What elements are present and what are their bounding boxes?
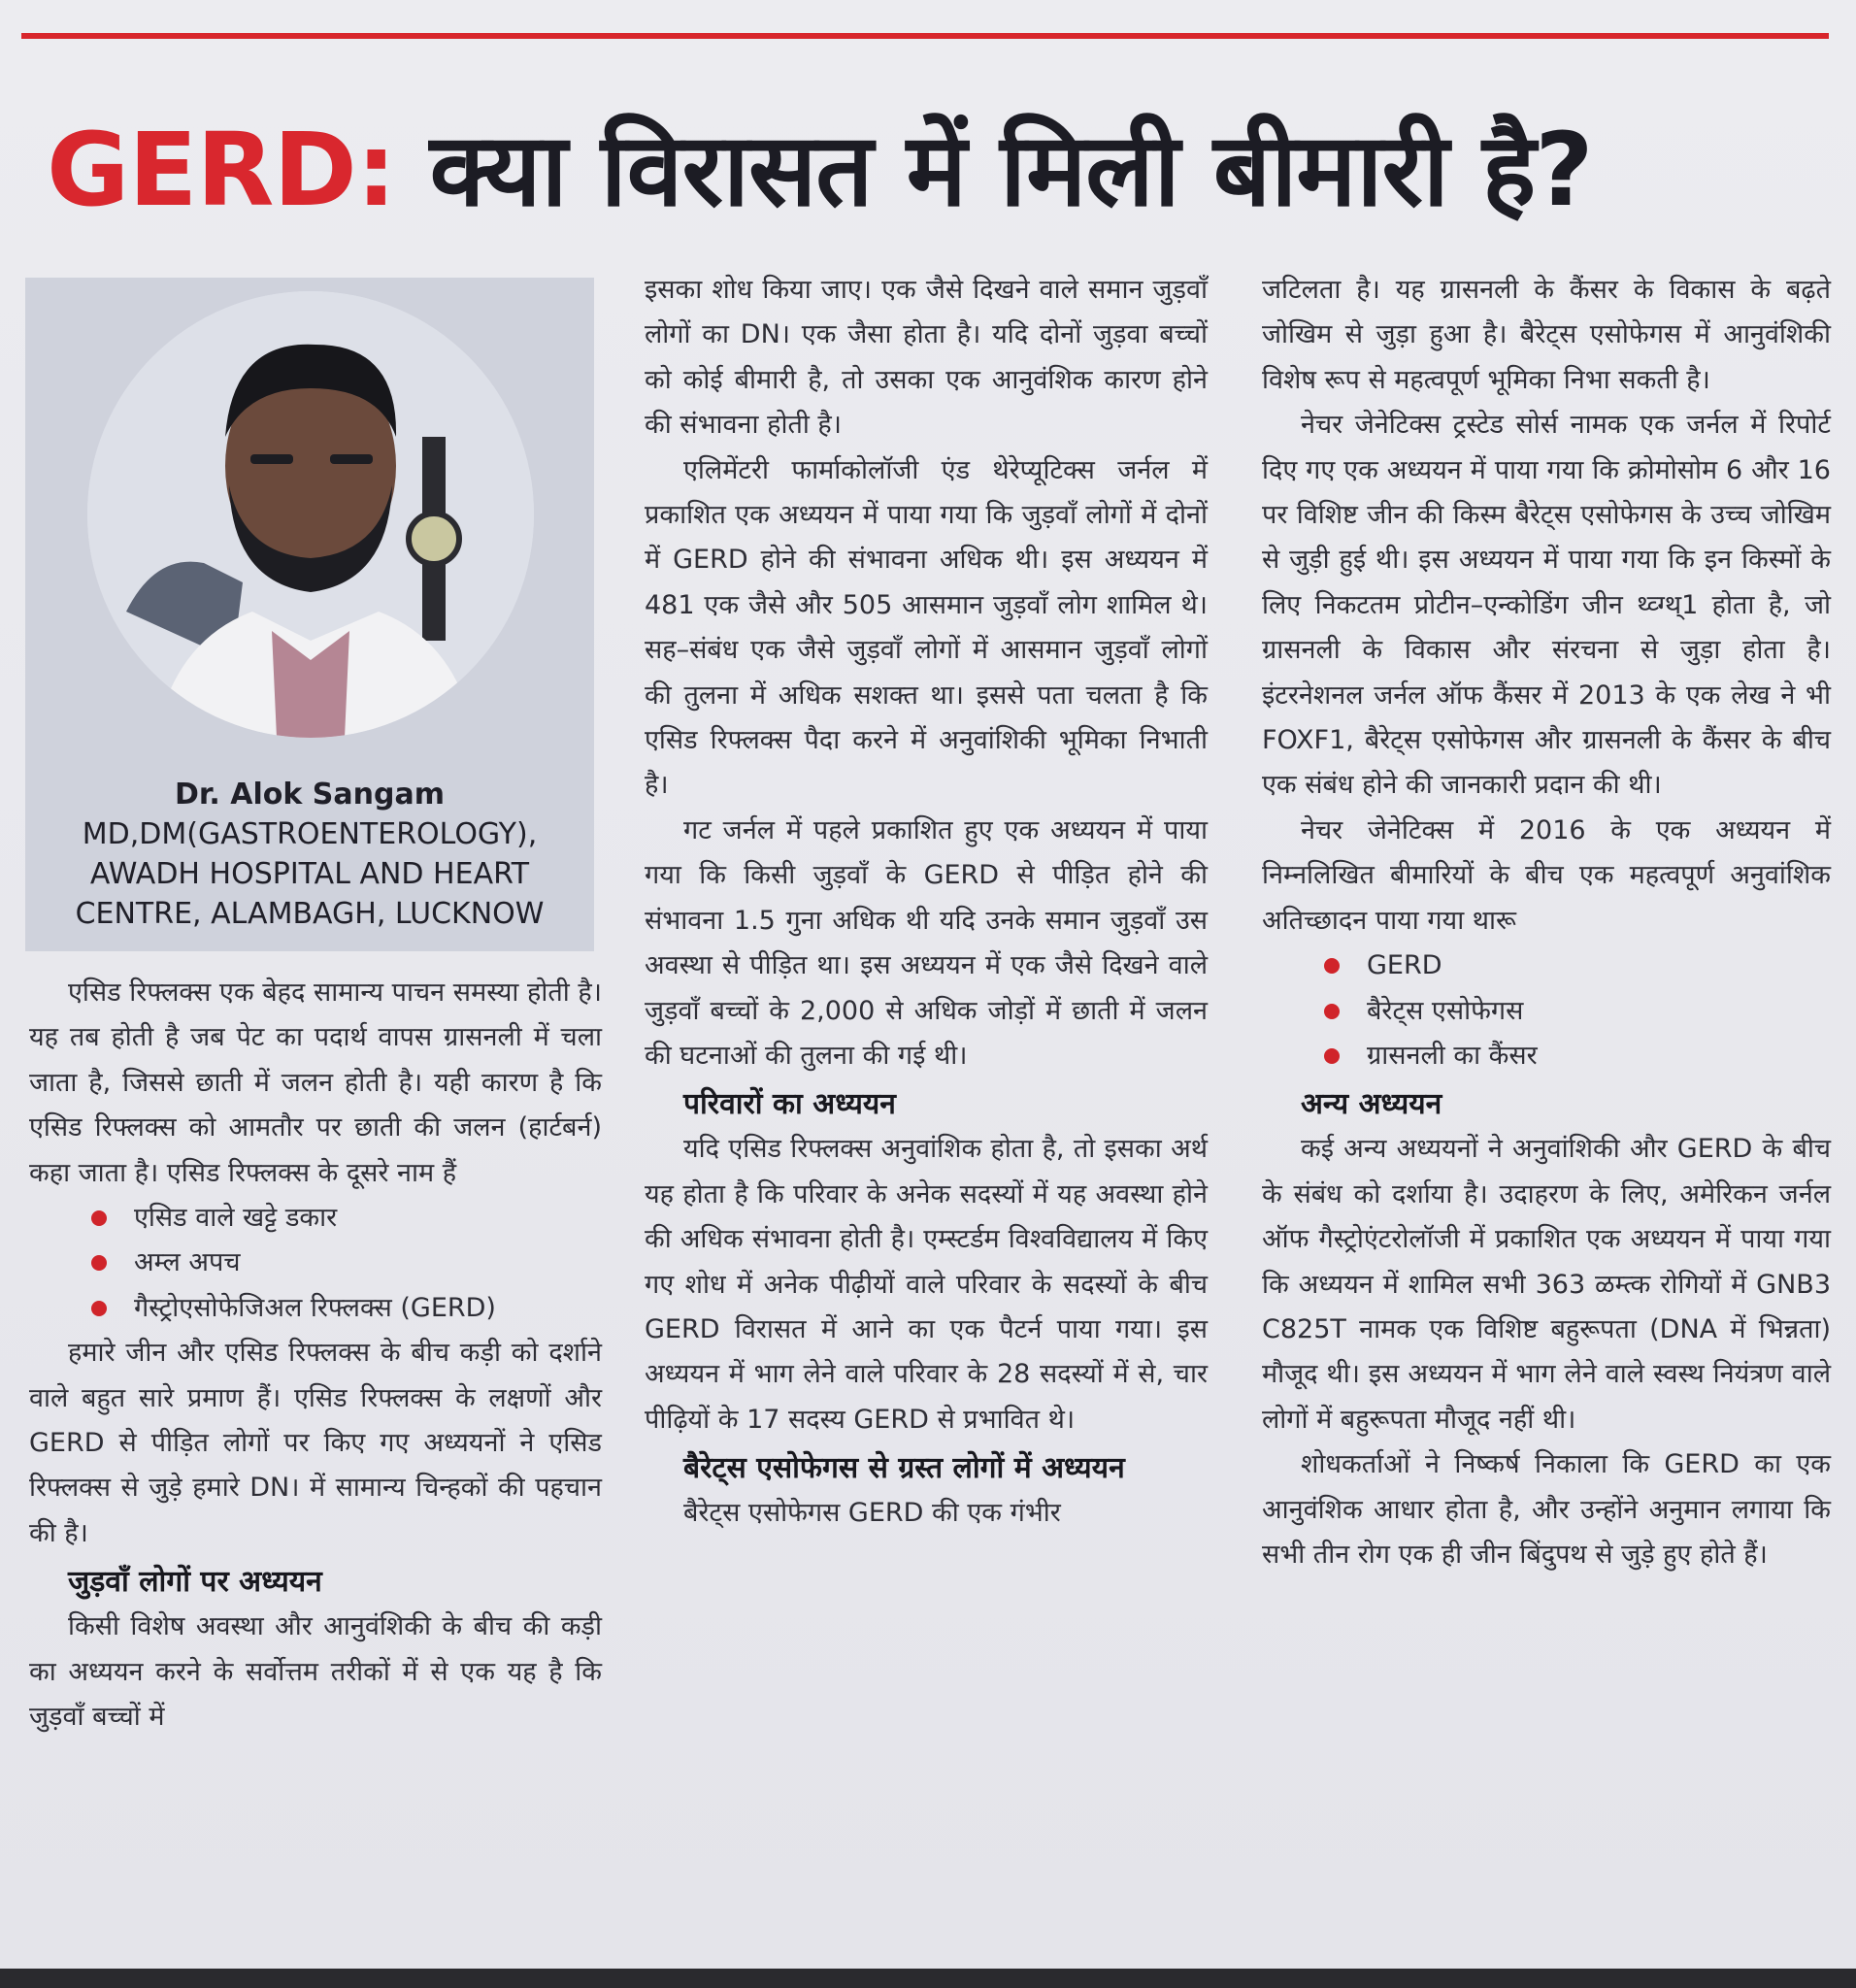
- barretts-intro-paragraph: बैरेट्स एसोफेगस GERD की एक गंभीर: [683, 1498, 1061, 1529]
- pharmacology-study-paragraph: एलिमेंटरी फार्माकोलॉजी एंड थेरेप्यूटिक्स जर्नल में प्रकाशित एक अध्ययन में पाया गया कि जुड़वाँ लोगों में दोनों में GERD होने की संभावना अधिक थी। इस अध्ययन में 481 एक जैसे और 505 आसमान जुड़वाँ लोग शामिल थे। सह–संबंध एक जैसे जुड़वाँ लोगों में आसमान जुड़वाँ लोगों की तुलना में अधिक सशक्त था। इससे पता चलता है कि एसिड रिफ्लक्स पैदा करने में अनुवांशिकी भूमिका निभाती है।: [645, 454, 1208, 801]
- list-item: GERD: [1324, 944, 1831, 988]
- article-column-2: [645, 268, 1208, 1537]
- list-item: ग्रासनली का कैंसर: [1324, 1034, 1831, 1078]
- bullet-icon: [1324, 958, 1340, 974]
- twins-study-heading: जुड़वाँ लोगों पर अध्ययन: [68, 1565, 322, 1600]
- author-hospital: AWADH HOSPITAL AND HEART: [89, 857, 530, 891]
- author-degree: MD,DM(GASTROENTEROLOGY),: [82, 817, 538, 851]
- author-location: CENTRE, ALAMBAGH, LUCKNOW: [75, 897, 545, 931]
- list-item: अम्ल अपच: [91, 1241, 602, 1285]
- article-column-1: [29, 971, 602, 1740]
- nature-genetics-paragraph: नेचर जेनेटिक्स ट्रस्टेड सोर्स नामक एक जर्नल में रिपोर्ट दिए गए एक अध्ययन में पाया गया कि क्रोमोसोम 6 और 16 पर विशिष्ट जीन की किस्म बैरेट्स एसोफेगस के उच्च जोखिम से जुड़ी हुई थी। इस अध्ययन में पाया गया कि इन किस्मों के लिए निकटतम प्रोटीन–एन्कोडिंग जीन थ्व्ग्थ्1 होता है, जो ग्रासनली के विकास और संरचना से जुड़ा होता है। इंटरनेशनल जर्नल ऑफ कैंसर में 2013 के एक लेख ने भी FOXF1, बैरेट्स एसोफेगस और ग्रासनली के कैंसर के बीच एक संबंध होने की जानकारी प्रदान की थी।: [1262, 410, 1831, 801]
- bullet-icon: [1324, 1004, 1340, 1019]
- bottom-edge: [0, 1969, 1856, 1988]
- headline-title: क्या विरासत में मिली बीमारी है?: [429, 111, 1593, 229]
- twins-research-paragraph: इसका शोध किया जाए। एक जैसे दिखने वाले समान जुड़वाँ लोगों का DN। एक जैसा होता है। यदि दोनों जुड़वा बच्चों को कोई बीमारी है, तो उसका एक आनुवंशिक कारण होने की संभावना होती है।: [645, 275, 1208, 441]
- conclusion-paragraph: शोधकर्ताओं ने निष्कर्ष निकाला कि GERD का एक आनुवंशिक आधार होता है, और उन्होंने अनुमान लगाया कि सभी तीन रोग एक ही जीन बिंदुपथ से जुड़े हुए होते हैं।: [1262, 1449, 1831, 1570]
- doctor-portrait-icon: [87, 291, 534, 738]
- intro-paragraph: एसिड रिफ्लक्स एक बेहद सामान्य पाचन समस्या होती है। यह तब होती है जब पेट का पदार्थ वापस ग्रासनली में चला जाता है, जिससे छाती में जलन होती है। यही कारण है कि एसिड रिफ्लक्स को आमतौर पर छाती की जलन (हार्टबर्न) कहा जाता है। एसिड रिफ्लक्स के दूसरे नाम हैं: [29, 977, 602, 1188]
- list-item: बैरेट्स एसोफेगस: [1324, 989, 1831, 1034]
- acid-reflux-names-list: [29, 1196, 602, 1331]
- barretts-study-heading: बैरेट्स एसोफेगस से ग्रस्त लोगों में अध्ययन: [683, 1451, 1125, 1486]
- family-study-heading: परिवारों का अध्ययन: [683, 1087, 896, 1122]
- top-red-rule: [21, 33, 1829, 39]
- headline-prefix: GERD:: [47, 111, 396, 229]
- bullet-icon: [91, 1301, 107, 1316]
- bullet-icon: [1324, 1048, 1340, 1064]
- article-column-3: [1262, 268, 1831, 1577]
- overlap-study-paragraph: नेचर जेनेटिक्स में 2016 के एक अध्ययन में निम्नलिखित बीमारियों के बीच एक महत्वपूर्ण अनुवांशिक अतिच्छादन पाया गया थारू: [1262, 814, 1831, 936]
- author-caption: [25, 775, 594, 934]
- author-photo-panel: [25, 278, 594, 951]
- author-photo: [87, 291, 534, 738]
- bullet-icon: [91, 1255, 107, 1271]
- barretts-complication-paragraph: जटिलता है। यह ग्रासनली के कैंसर के विकास के बढ़ते जोखिम से जुड़ा हुआ है। बैरेट्स एसोफेगस में आनुवंशिकी विशेष रूप से महत्वपूर्ण भूमिका निभा सकती है।: [1262, 275, 1831, 395]
- family-study-paragraph: यदि एसिड रिफ्लक्स अनुवांशिक होता है, तो इसका अर्थ यह होता है कि परिवार के अनेक सदस्यों में यह अवस्था होने की अधिक संभावना होती है। एम्स्टर्डम विश्वविद्यालय में किए गए शोध में अनेक पीढ़ीयों वाले परिवार के सदस्यों के बीच GERD विरासत में आने का एक पैटर्न पाया गया। इस अध्ययन में भाग लेने वाले परिवार के 28 सदस्यों में से, चार पीढ़ियों के 17 सदस्य GERD से प्रभावित थे।: [645, 1134, 1208, 1435]
- headline: [47, 97, 1833, 243]
- other-studies-heading: अन्य अध्ययन: [1301, 1087, 1442, 1122]
- evidence-paragraph: हमारे जीन और एसिड रिफ्लक्स के बीच कड़ी को दर्शाने वाले बहुत सारे प्रमाण हैं। एसिड रिफ्लक्स के लक्षणों और GERD से पीड़ित लोगों पर किए गए अध्ययनों ने एसिड रिफ्लक्स से जुड़े हमारे DN। में सामान्य चिन्हकों की पहचान की है।: [29, 1338, 602, 1548]
- author-name: Dr. Alok Sangam: [175, 778, 445, 812]
- bullet-icon: [91, 1210, 107, 1226]
- overlap-diseases-list: [1262, 944, 1831, 1078]
- list-item: एसिड वाले खट्टे डकार: [91, 1196, 602, 1241]
- gut-journal-paragraph: गट जर्नल में पहले प्रकाशित हुए एक अध्ययन में पाया गया कि किसी जुड़वाँ के GERD से पीड़ित होने की संभावना 1.5 गुना अधिक थी यदि उनके समान जुड़वाँ उस अवस्था से पीड़ित था। इस अध्ययन में एक जैसे दिखने वाले जुड़वाँ बच्चों के 2,000 से अधिक जोड़ों में छाती में जलन की घटनाओं की तुलना की गई थी।: [645, 814, 1208, 1071]
- twins-study-paragraph: किसी विशेष अवस्था और आनुवंशिकी के बीच की कड़ी का अध्ययन करने के सर्वोत्तम तरीकों में से एक यह है कि जुड़वाँ बच्चों में: [29, 1611, 602, 1733]
- other-studies-paragraph: कई अन्य अध्ययनों ने अनुवांशिकी और GERD के बीच के संबंध को दर्शाया है। उदाहरण के लिए, अमेरिकन जर्नल ऑफ गैस्ट्रोएंटरोलॉजी में प्रकाशित एक अध्ययन में पाया गया कि अध्ययन में शामिल सभी 363 ळम्त्क रोगियों में GNB3 C825T नामक एक विशिष्ट बहुरूपता (DNA में भिन्नता) मौजूद थी। इस अध्ययन में भाग लेने वाले स्वस्थ नियंत्रण वाले लोगों में बहुरूपता मौजूद नहीं थी।: [1262, 1134, 1831, 1435]
- list-item: गैस्ट्रोएसोफेजिअल रिफ्लक्स (GERD): [91, 1286, 602, 1331]
